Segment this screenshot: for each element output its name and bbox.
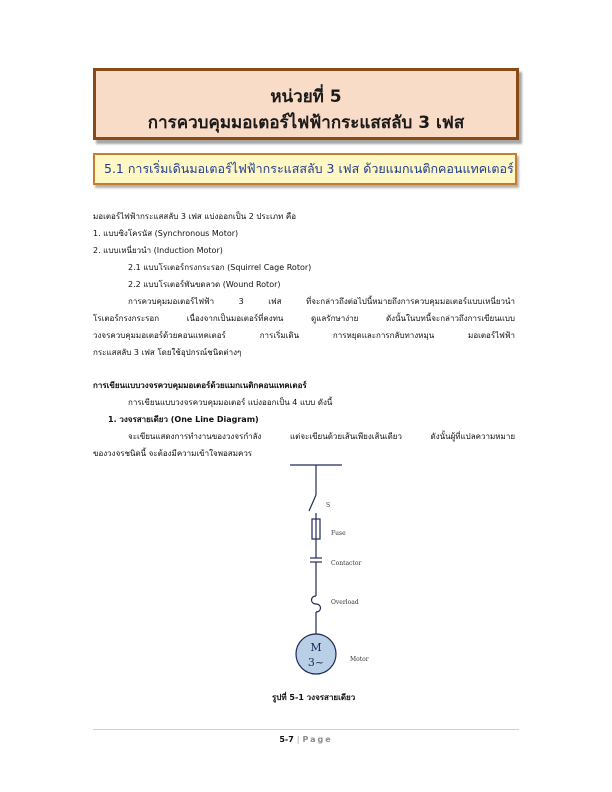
page-footer — [0, 735, 612, 744]
overload-symbol — [312, 596, 321, 612]
list-item-wound-rotor: 2.2 แบบโรเตอร์พันขดลวด (Wound Rotor) — [128, 280, 281, 289]
subheading-contactor-diagrams: การเขียนแบบวงจรควบคุมมอเตอร์ด้วยแมกเนติกคอนแทคเตอร์ — [93, 381, 307, 390]
motor-letter: M — [310, 641, 322, 654]
overload-label: Overload — [331, 599, 359, 606]
list-item-squirrel-cage: 2.1 แบบโรเตอร์กรงกระรอก (Squirrel Cage Rotor) — [128, 263, 312, 272]
paragraph-2: การเขียนแบบวงจรควบคุมมอเตอร์ แบ่งออกเป็น 4 แบบ ดังนี้ — [128, 398, 333, 407]
chapter-title: หน่วยที่ 5 — [270, 87, 342, 107]
page-number: 5-7 — [279, 735, 294, 744]
footer-separator: | — [296, 735, 300, 744]
switch-label: S — [326, 502, 331, 509]
fuse-label: Fuse — [331, 530, 346, 537]
page-word: Page — [302, 735, 333, 744]
one-line-diagram — [260, 455, 390, 685]
paragraph-1-line-4: กระแสสลับ 3 เฟส โดยใช้อุปกรณ์ชนิดต่างๆ — [93, 348, 242, 357]
chapter-header-box — [93, 68, 519, 140]
intro-text: มอเตอร์ไฟฟ้ากระแสสลับ 3 เฟส แบ่งออกเป็น 2 ประเภท คือ — [93, 212, 296, 221]
list-item-one-line-diagram: 1. วงจรสายเดียว (One Line Diagram) — [108, 415, 259, 424]
motor-label: Motor — [350, 656, 369, 663]
figure-caption: รูปที่ 5-1 วงจรสายเดียว — [272, 693, 356, 702]
paragraph-1-line-1: การควบคุมมอเตอร์ไฟฟ้า 3 เฟส ที่จะกล่าวถึงต่อไปนี้หมายถึงการควบคุมมอเตอร์แบบเหนี่ยวนำ — [128, 297, 515, 306]
paragraph-3-line-2: ของวงจรชนิดนี้ จะต้องมีความเข้าใจพอสมควร — [93, 449, 253, 458]
footer-divider — [93, 729, 519, 730]
switch-blade — [309, 495, 316, 511]
list-item-synchronous: 1. แบบซิงโครนัส (Synchronous Motor) — [93, 229, 239, 238]
paragraph-1-line-2: โรเตอร์กรงกระรอก เนื่องจากเป็นมอเตอร์ที่คงทน ดูแลรักษาง่าย ดังนั้นในบทนี้จะกล่าวถึงการเขียนแบบ — [93, 314, 515, 323]
section-title: 5.1 การเริ่มเดินมอเตอร์ไฟฟ้ากระแสสลับ 3 เฟส ด้วยแมกเนติกคอนแทคเตอร์ — [104, 161, 514, 176]
section-heading-box — [93, 153, 517, 185]
paragraph-3-line-1: จะเขียนแสดงการทำงานของวงจรกำลัง แต่จะเขียนด้วยเส้นเพียงเส้นเดียว ดังนั้นผู้ที่แปลความหมาย — [128, 432, 515, 441]
paragraph-1-line-3: วงจรควบคุมมอเตอร์ด้วยคอนแทคเตอร์ การเริ่มเดิน การหยุดและการกลับทางหมุน มอเตอร์ไฟฟ้า — [93, 331, 515, 340]
list-item-induction: 2. แบบเหนี่ยวนำ (Induction Motor) — [93, 246, 223, 255]
chapter-subtitle: การควบคุมมอเตอร์ไฟฟ้ากระแสสลับ 3 เฟส — [147, 113, 465, 133]
contactor-label: Contactor — [331, 560, 362, 567]
motor-phase: 3~ — [307, 656, 325, 669]
